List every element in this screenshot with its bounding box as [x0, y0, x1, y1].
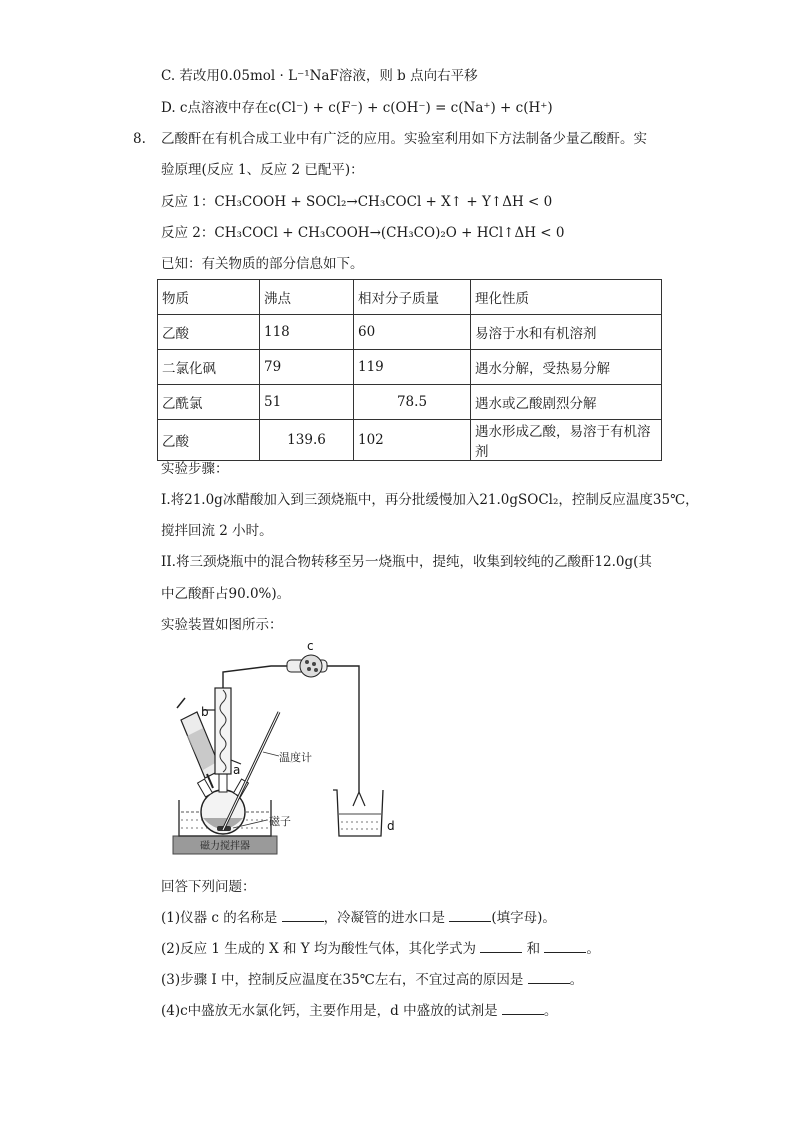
table-cell: 易溶于水和有机溶剂 [471, 315, 662, 350]
steps-title: 实验步骤： [161, 461, 229, 477]
option-d: D. c点溶液中存在c(Cl⁻) + c(F⁻) + c(OH⁻) = c(Na⁺) + c(H⁺) [161, 100, 553, 116]
property-table [157, 279, 662, 461]
table-cell: 139.6 [260, 420, 354, 461]
condenser [215, 688, 231, 774]
table-row [158, 420, 662, 461]
answer-blank[interactable] [449, 909, 491, 922]
question-2 [161, 940, 600, 958]
question-3 [161, 971, 583, 989]
reaction-2: 反应 2：CH₃COCl + CH₃COOH→(CH₃CO)₂O + HCl↑ΔH < 0 [161, 225, 565, 241]
answer-blank[interactable] [544, 940, 586, 953]
question-text: 。 [543, 1003, 558, 1019]
label-a: a [233, 763, 241, 777]
table-header-row [158, 280, 662, 315]
label-d: d [387, 819, 395, 833]
table-cell: 遇水分解，受热易分解 [471, 350, 662, 385]
table-cell: 119 [354, 350, 471, 385]
label-b: b [201, 705, 209, 719]
question-text: 。 [586, 941, 600, 957]
question-1 [161, 909, 556, 927]
known-info: 已知：有关物质的部分信息如下。 [161, 256, 364, 272]
answer-blank[interactable] [480, 940, 522, 953]
apparatus-diagram [163, 640, 413, 860]
question-text: 和 [522, 941, 545, 957]
question-text: 。 [569, 972, 584, 988]
answer-blank[interactable] [502, 1002, 544, 1015]
stirrer-label: 磁力搅拌器 [200, 841, 250, 852]
table-cell: 乙酰氯 [158, 385, 260, 420]
table-header: 沸点 [260, 280, 354, 315]
question-text: (2)反应 1 生成的 X 和 Y 均为酸性气体，其化学式为 [161, 941, 481, 957]
question-intro-1: 乙酸酐在有机合成工业中有广泛的应用。实验室利用如下方法制备少量乙酸酐。实 [161, 131, 647, 147]
answer-blank[interactable] [282, 909, 324, 922]
question-text: ，冷凝管的进水口是 [323, 910, 450, 926]
label-c: c [307, 640, 314, 653]
table-cell: 60 [354, 315, 471, 350]
table-cell: 79 [260, 350, 354, 385]
question-text: (4)c中盛放无水氯化钙，主要作用是，d 中盛放的试剂是 [161, 1003, 502, 1019]
answer-intro: 回答下列问题： [161, 879, 256, 895]
step-1-line-1: I.将21.0g冰醋酸加入到三颈烧瓶中，再分批缓慢加入21.0gSOCl₂，控制反应温度35℃， [161, 492, 699, 508]
step-2-line-1: II.将三颈烧瓶中的混合物转移至另一烧瓶中，提纯，收集到较纯的乙酸酐12.0g(其 [161, 554, 652, 570]
magnet-label: 磁子 [269, 815, 291, 828]
table-cell: 乙酸 [158, 420, 260, 461]
question-4 [161, 1002, 557, 1020]
table-cell: 78.5 [354, 385, 471, 420]
step-1-line-2: 搅拌回流 2 小时。 [161, 523, 273, 539]
question-text: (3)步骤 I 中，控制反应温度在35℃左右，不宜过高的原因是 [161, 972, 528, 988]
question-text: (填字母)。 [491, 910, 556, 926]
table-cell: 二氯化砜 [158, 350, 260, 385]
table-cell: 乙酸 [158, 315, 260, 350]
table-cell: 遇水形成乙酸，易溶于有机溶剂 [471, 420, 662, 461]
table-row [158, 350, 662, 385]
table-cell: 118 [260, 315, 354, 350]
table-header: 理化性质 [471, 280, 662, 315]
table-cell: 遇水或乙酸剧烈分解 [471, 385, 662, 420]
table-row [158, 385, 662, 420]
answer-blank[interactable] [528, 971, 570, 984]
thermometer-label: 温度计 [279, 751, 312, 764]
question-intro-2: 验原理(反应 1、反应 2 已配平)： [161, 162, 364, 178]
reaction-1: 反应 1：CH₃COOH + SOCl₂→CH₃COCl + X↑ + Y↑ΔH < 0 [161, 194, 553, 210]
table-header: 物质 [158, 280, 260, 315]
table-row [158, 315, 662, 350]
table-header: 相对分子质量 [354, 280, 471, 315]
table-cell: 102 [354, 420, 471, 461]
step-2-line-2: 中乙酸酐占90.0%)。 [161, 586, 291, 602]
option-c: C. 若改用0.05mol · L⁻¹NaF溶液，则 b 点向右平移 [161, 68, 478, 84]
question-number: 8. [133, 131, 146, 147]
table-cell: 51 [260, 385, 354, 420]
question-text: (1)仪器 c 的名称是 [161, 910, 282, 926]
apparatus-intro: 实验装置如图所示： [161, 617, 283, 633]
